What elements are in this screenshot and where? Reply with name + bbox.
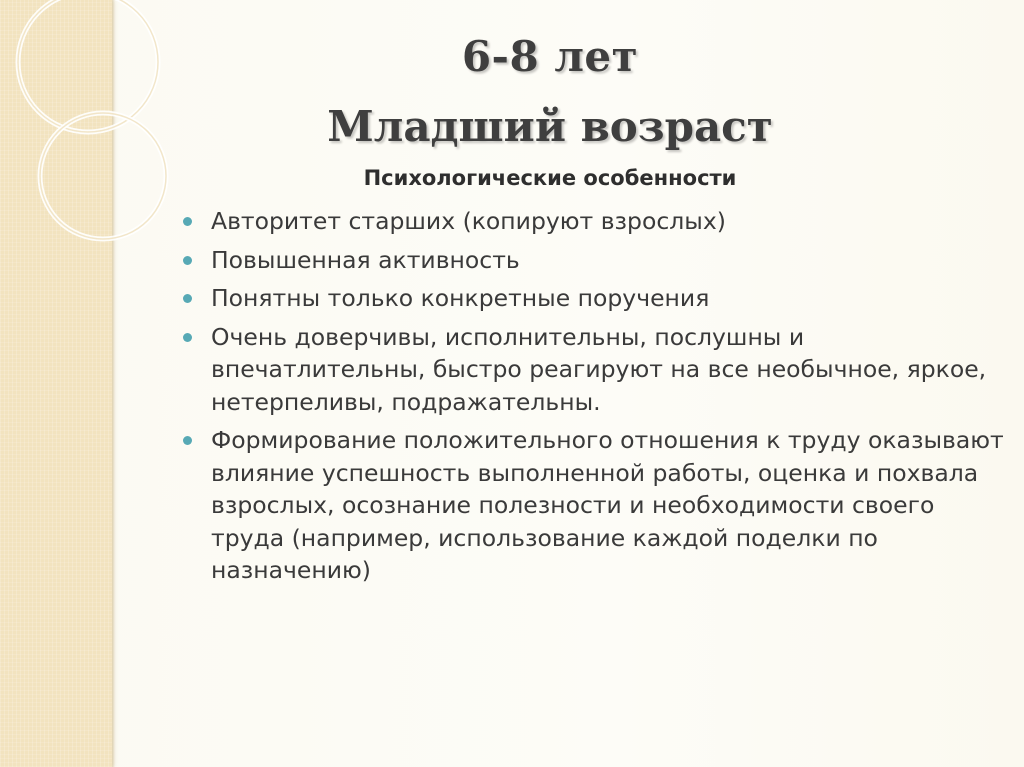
bullet-item — [180, 244, 1010, 277]
bullet-item — [180, 321, 1010, 419]
bullet-dot-icon — [183, 294, 192, 303]
bullet-item — [180, 424, 1010, 587]
bullet-dot-icon — [183, 217, 192, 226]
bullet-dot-icon — [183, 256, 192, 265]
slide-title-group: Младший возраст — [327, 102, 773, 151]
slide-subtitle: Психологические особенности — [363, 166, 737, 190]
bullet-item — [180, 205, 1010, 238]
bullet-text: Очень доверчивы, исполнительны, послушны и впечатлительны, быстро реагируют на все необычное, яркое, нетерпеливы, подражательны. — [211, 322, 987, 416]
bullet-list — [180, 205, 1010, 593]
bullet-dot-icon — [183, 333, 192, 342]
bullet-item — [180, 282, 1010, 315]
slide-title-age: 6-8 лет — [461, 32, 639, 81]
bullet-text: Авторитет старших (копируют взрослых) — [211, 207, 726, 235]
bullet-dot-icon — [183, 436, 192, 445]
bullet-text: Повышенная активность — [211, 245, 520, 274]
bullet-text: Понятны только конкретные поручения — [211, 284, 710, 312]
bullet-text: Формирование положительного отношения к труду оказывают влияние успешность выполненной работы, оценка и похвала взрослых, осознание полезности и необходимости своего труда (например, использование каждой поделки по назначению) — [211, 426, 1004, 584]
